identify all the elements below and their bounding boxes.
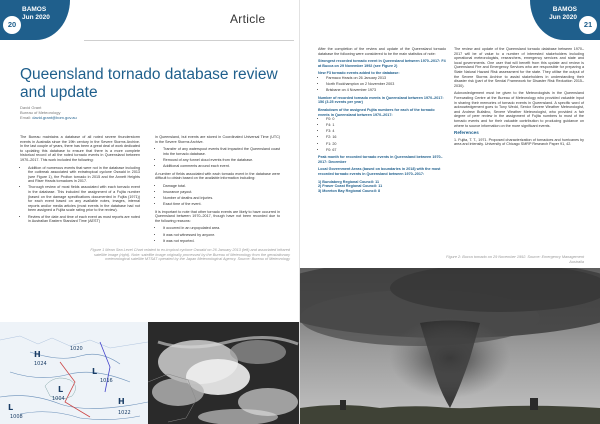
list-item: • Parmaco Heads on 26 January 2013 [326,76,446,81]
stat-breakdown-heading: Breakdown of the assigned Fujita numbers for each of the tornado events in Queensland between 1970–2017: [318,107,435,117]
author-email-link[interactable]: david.grant@bom.gov.au [32,115,77,120]
magazine-label [22,6,50,21]
high-pressure-label: H [34,350,41,359]
mslp-chart-image [0,322,148,424]
author-name: David Grant [20,105,42,110]
body-column-2 [155,135,280,246]
list-item: • Transfer of any waterspout events that impacted the Queensland coast into the tornado database. [163,147,280,156]
lga-item: 2) Fraser Coast Regional Council: 11 [318,184,383,189]
paragraph: The review and update of the Queensland tornado database between 1970–2017 will be of value to a number of interested stakeholders including operational meteorologists, researchers, emergency services and state and local governments. One user that will benefit from this update and review is Queensland Fire and Emergency Services who are responsible for preparing a State Natural Hazard Risk assessment for the state. They utilise the output of the Severe Storms Archive to assist stakeholders in understanding their disaster risk (part of the Sendai Framework for Disaster Risk Reduction 2015–2030). [454,47,584,88]
stat-peak-month: Peak month for recorded tornado events in Queensland between 1970–2017: December [318,155,443,164]
list-item: • Exact time of the event. [163,202,280,207]
work-list-continued [155,147,280,168]
list-item: • Damage total. [163,184,280,189]
stat-recorded-total: Number of recorded tornado events in Queensland between 1970–2017: 156 (3.25 events per year) [318,95,444,105]
lga-item: 1) Bundaberg Regional Council: 11 [318,179,380,184]
isobar-label: 1004 [52,396,65,402]
page-tab-right [530,0,600,40]
paragraph: in Queensland, but events are stored in Coordinated Universal Time (UTC) in the Severe Storms Archive. [155,135,280,144]
stat-lga-heading: Local Government Areas (based on boundaries in 2018) with the most recorded tornado events in Queensland between 1970–2017: [318,167,441,176]
difficult-fields-list [155,184,280,207]
stat-strongest: Strongest recorded tornado event in Queensland between 1970–2017: F4 at Bucca on 29 November 1992 (see Figure 2) [318,59,446,68]
fujita-breakdown-list [318,117,446,152]
isobar-label: 1020 [70,346,83,352]
isobar-label: 1024 [34,361,47,367]
issue-date: Jun 2020 [22,13,50,21]
magazine-label [549,6,577,21]
list-item: • It was not reported. [163,239,280,244]
high-pressure-label: H [118,397,125,406]
list-item: • F4: 1 [326,123,446,128]
list-item: • Thorough review of most fields associated with each tornado event in the database. This included the assignment of a Fujita number (based on the damage specifications documented in Fujita (1971)) for each event based on any available notes, images, internal reports and/or media articles (most events in the database had not been assigned a Fujita scale rating prior to the review). [28,185,140,213]
list-item: • F1: 20 [326,142,446,147]
paragraph: After the completion of the review and update of the Queensland tornado database the following were considered to be the main statistics of note: [318,47,446,56]
intro-paragraph: The Bureau maintains a database of all noted severe thunderstorm events in Australia since the 19th century in the Severe Storms Archive. In the last couple of years, there has been a great deal of work dedicated to updating this database to ensure that there is a more complete historical record of all the noted tornado events in Queensland between 1970–2017. This work included the following: [20,135,140,162]
stats-column [318,47,446,193]
work-list [20,166,140,224]
low-pressure-label: L [58,385,64,394]
paragraph: A number of fields associated with each tornado event in the database were difficult to obtain based on the available information including: [155,171,280,181]
tornado-photo-graphic [300,268,600,424]
list-item: • F2: 16 [326,135,446,140]
page-number: 21 [579,16,597,34]
list-item: • Review of the date and time of each event as most reports are noted in Australian Eastern Standard Time (AEST) [28,215,140,224]
list-item: • F3: 4 [326,129,446,134]
list-item: • Insurance payout. [163,190,280,195]
paragraph: It is important to note that other tornado events are likely to have occurred in Queensland between 1970–2017, though have not been recorded due to the following reasons: [155,209,280,223]
isobar-label: 1022 [118,410,131,416]
article-title: Queensland tornado database review and update [20,66,278,101]
low-pressure-label: L [92,367,98,376]
author-affiliation: Bureau of Meteorology [20,110,61,115]
author-email-line [20,115,77,120]
discussion-column [454,47,584,150]
satellite-graphic [148,322,300,424]
figure-1-caption: Figure 1 Mean Sea Level Chart related to ex-tropical cyclone Oswald on 26 January 2013 (left) and associated infrared satellite image (right). Note: satellite image originally processed by the Bureau of Meteorology from the geostationary meteorological satellite MTSAT operated by the Japan Meteorological Agency. Source: Bureau of Meteorology [90,248,290,262]
stat-new-f3-heading: New F3 tornado events added to the database: [318,71,400,76]
magazine-name: BAMOS [552,6,577,13]
tornado-photo [300,268,600,424]
list-item: • Removal of any funnel cloud events from the database. [163,158,280,163]
body-column-1 [20,135,140,227]
right-page [300,0,600,424]
issue-date: Jun 2020 [549,13,577,21]
isobar-label: 1016 [100,378,113,384]
header-divider [84,40,294,41]
references-heading: References [454,130,479,136]
list-item: • F0: 0 [326,117,446,122]
magazine-name: BAMOS [22,6,47,13]
lga-item: 3) Moreton Bay Regional Council: 8 [318,188,381,193]
isobar-label: 1008 [10,414,23,420]
author-email-label: Email: [20,115,32,120]
list-item: • North Rockhampton on 2 November 2003 [326,82,446,87]
mslp-chart-graphic [0,322,148,424]
low-pressure-label: L [8,403,14,412]
list-item: • It was not witnessed by anyone. [163,233,280,238]
list-item: • It occurred in an unpopulated area. [163,226,280,231]
new-f3-list [318,76,446,93]
paragraph: Acknowledgement must be given to the Meteorologists in the Queensland Forecasting Centre at the Bureau of Meteorology who provided valuable input in sharing their memories of tornado events in Queensland. A specific word of acknowledgement goes to Tony Wedd, Senior Severe Weather Meteorologist, and Andrew Bufalino, Severe Weather Meteorologist, who provided a fair degree of peer review in the assignment of Fujita numbers to most of the tornado events and for their valuable contribution to producing guidance on where to source information on the more significant events. [454,91,584,128]
list-item: • Number of deaths and injuries. [163,196,280,201]
reference-item: 1. Fujita, T. T., 1971. Proposed characterization of tornadoes and hurricanes by area and intensity. University of Chicago SMRP Research Paper 91, 42. [454,137,584,147]
section-label: Article [230,12,266,26]
list-item: • Addition of numerous events that were not in the database including the outbreak associated with extratropical cyclone Oswald in 2013 (see Figure 1), the Prolton tornado in 2015 and the Annett Heights and Riser Heads tornadoes in 2017. [28,166,140,184]
list-item: • F0: 67 [326,148,446,153]
page-tab-left [0,0,70,40]
satellite-image [148,322,300,424]
author-block [20,105,77,120]
unrecorded-reasons-list [155,226,280,243]
list-item: • Additional comments around each event. [163,164,280,169]
page-number: 20 [3,16,21,34]
figure-2-caption: Figure 2: Bucca tornado on 29 November 1992. Source: Emergency Management Australia [446,255,584,264]
list-item: • Brisbane on 4 November 1973 [326,88,446,93]
